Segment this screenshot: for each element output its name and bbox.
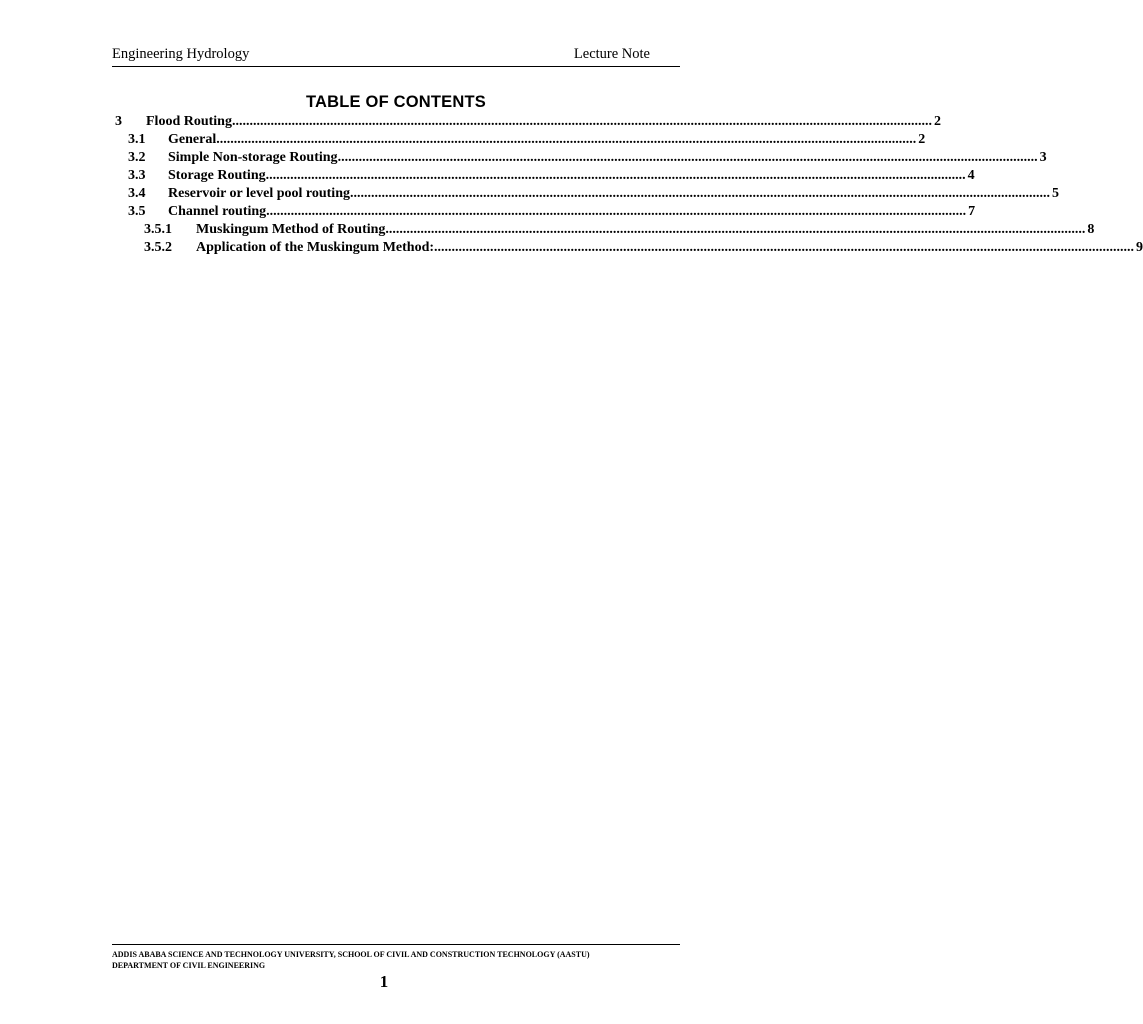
toc-entry-number: 3.5.2 — [144, 240, 172, 255]
toc-entry[interactable] — [112, 113, 941, 131]
toc-entry-label: Storage Routing — [168, 168, 266, 183]
toc-leader-dots: ........................................................................................................................................................................................................ — [337, 150, 1038, 165]
page-footer — [112, 944, 680, 971]
toc-entry[interactable] — [112, 221, 1095, 239]
toc-entry-number: 3 — [115, 114, 122, 129]
toc-entry-page: 7 — [968, 204, 976, 219]
toc-entry-label: Muskingum Method of Routing — [196, 222, 386, 237]
toc-leader-dots: ........................................................................................................................................................................................................ — [216, 132, 917, 147]
footer-department: DEPARTMENT OF CIVIL ENGINEERING — [112, 961, 266, 970]
toc-leader-dots: ........................................................................................................................................................................................................ — [231, 114, 932, 129]
toc-entry-label: Application of the Muskingum Method: — [196, 240, 435, 255]
toc-entry[interactable] — [112, 149, 1047, 167]
toc-entry-label: Simple Non-storage Routing — [168, 150, 338, 165]
page-number: 1 — [379, 972, 389, 991]
toc-entry-page: 4 — [967, 168, 975, 183]
table-of-contents — [112, 113, 1143, 257]
toc-entry[interactable] — [112, 167, 975, 185]
toc-entry-label: Flood Routing — [146, 114, 232, 129]
footer-institution: ADDIS ABABA SCIENCE AND TECHNOLOGY UNIVERSITY, SCHOOL OF CIVIL AND CONSTRUCTION TECHNOLOGY (AASTU) — [112, 950, 590, 959]
toc-entry-page: 2 — [933, 114, 941, 129]
toc-entry[interactable] — [112, 239, 1143, 257]
toc-entry-number: 3.3 — [128, 168, 146, 183]
page-header — [112, 46, 680, 67]
toc-leader-dots: ........................................................................................................................................................................................................ — [266, 204, 967, 219]
toc-entry-page: 8 — [1087, 222, 1095, 237]
toc-entry-page: 3 — [1039, 150, 1047, 165]
toc-entry-number: 3.1 — [128, 132, 146, 147]
toc-entry-label: General — [168, 132, 217, 147]
toc-entry-number: 3.2 — [128, 150, 146, 165]
toc-entry-page: 2 — [918, 132, 926, 147]
toc-entry-number: 3.4 — [128, 186, 146, 201]
header-course-title: Engineering Hydrology — [112, 46, 250, 62]
toc-entry-page: 5 — [1051, 186, 1059, 201]
toc-entry-label: Reservoir or level pool routing — [168, 186, 350, 201]
header-document-type: Lecture Note — [573, 46, 650, 62]
toc-title: TABLE OF CONTENTS — [305, 93, 486, 111]
toc-entry[interactable] — [112, 131, 926, 149]
toc-leader-dots: ........................................................................................................................................................................................................ — [385, 222, 1086, 237]
toc-leader-dots: ........................................................................................................................................................................................................ — [434, 240, 1135, 255]
toc-leader-dots: ........................................................................................................................................................................................................ — [265, 168, 966, 183]
toc-entry-number: 3.5 — [128, 204, 146, 219]
toc-entry-label: Channel routing — [168, 204, 267, 219]
toc-entry-page: 9 — [1136, 240, 1143, 255]
toc-entry-number: 3.5.1 — [144, 222, 172, 237]
toc-entry[interactable] — [112, 203, 976, 221]
toc-entry[interactable] — [112, 185, 1059, 203]
toc-leader-dots: ........................................................................................................................................................................................................ — [349, 186, 1050, 201]
